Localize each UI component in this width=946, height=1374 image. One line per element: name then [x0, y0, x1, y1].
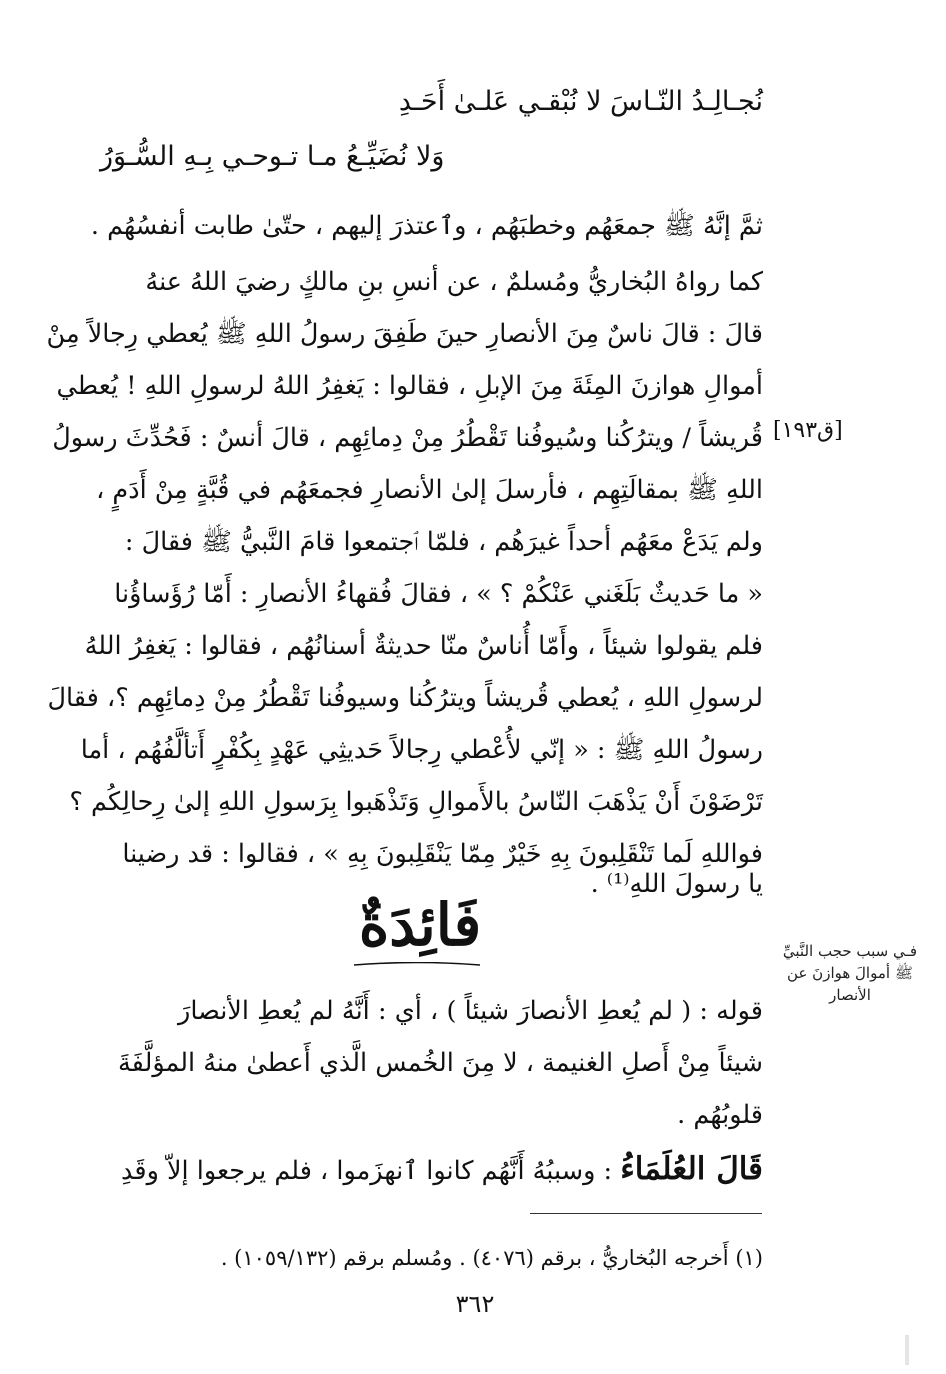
paragraph-2-line-10: رسولُ اللهِ ﷺ : « إنّي لأُعْطي رِجالاً حَديثِي عَهْدٍ بِكُفْرٍ أَتألَّفُهُم ، أما — [80, 735, 763, 765]
paragraph-4-line-1 — [121, 1143, 763, 1197]
paragraph-2-line-6: ولم يَدَعْ معَهُم أحداً غيرَهُم ، فلمّا ٱجتمعوا قامَ النَّبيُّ ﷺ فقالَ : — [124, 527, 763, 557]
verse-line-1: نُجـالِـدُ النّـاسَ لا نُبْقـي عَلـىٰ أَحَـدِ — [398, 86, 763, 117]
paragraph-3-line-1: قوله : ( لم يُعطِ الأنصارَ شيئاً ) ، أي : أَنَّهُ لم يُعطِ الأنصارَ — [178, 996, 763, 1026]
paragraph-2-line-2: قالَ : قالَ ناسٌ مِنَ الأنصارِ حينَ طَفِقَ رسولُ اللهِ ﷺ يُعطي رِجالاً مِنْ — [46, 319, 763, 349]
paragraph-2-line-13: يا رسولَ اللهِ⁽¹⁾ . — [590, 869, 763, 899]
paragraph-2-line-7: « ما حَديثٌ بَلَغَني عَنْكُمْ ؟ » ، فقالَ فُقهاءُ الأنصارِ : أَمّا رُؤَساؤُنا — [114, 579, 763, 609]
paragraph-2-line-1: كما رواهُ البُخاريُّ ومُسلمٌ ، عن أنسِ بنِ مالكٍ رضيَ اللهُ عنهُ — [145, 267, 763, 297]
manuscript-folio-reference: [ق١٩٣] — [773, 418, 843, 443]
paragraph-3-line-3: قلوبُهُم . — [677, 1100, 763, 1130]
paragraph-3-line-2: شيئاً مِنْ أَصلِ الغنيمة ، لا مِنَ الخُمس الَّذي أَعطىٰ منهُ المؤلَّفَةَ — [118, 1048, 763, 1078]
scan-edge-mark — [905, 1335, 909, 1365]
scholars-label: قَالَ العُلَمَاءُ — [620, 1151, 763, 1187]
page-number: ٣٦٢ — [455, 1290, 495, 1318]
paragraph-2-line-5: اللهِ ﷺ بمقالَتِهِم ، فأرسلَ إلىٰ الأنصارِ فجمعَهُم في قُبَّةٍ مِنْ أَدَمٍ ، — [96, 475, 763, 505]
paragraph-1-line: ثمَّ إنَّهُ ﷺ جمعَهُم وخطبَهُم ، وٱعتذرَ إليهم ، حتّىٰ طابت أنفسُهُم . — [90, 211, 763, 241]
margin-side-note: فـي سبب حجب النَّبيِّ ﷺ أموالَ هوازنَ عن الأنصار — [782, 942, 918, 1004]
paragraph-2-line-12: فواللهِ لَما تَنْقَلِبونَ بِهِ خَيْرٌ مِمّا يَنْقَلِبونَ بِهِ » ، فقالوا : قد رضينا — [122, 839, 763, 869]
footnote: (١) أَخرجه البُخاريُّ ، برقم (٤٠٧٦) . ومُسلم برقم (١٠٥٩/١٣٢) . — [220, 1246, 763, 1270]
heading-ornament-icon — [352, 962, 482, 968]
paragraph-2-line-3: أموالِ هوازنَ المِئَةَ مِنَ الإبلِ ، فقالوا : يَغفِرُ اللهُ لرسولِ اللهِ ! يُعطي — [56, 371, 763, 401]
paragraph-2-line-9: لرسولِ اللهِ ، يُعطي قُريشاً ويترُكُنا وسيوفُنا تَقْطُرُ مِنْ دِمائِهِم ؟، فقالَ — [47, 683, 763, 713]
paragraph-2-line-8: فلم يقولوا شيئاً ، وأَمّا أُناسٌ منّا حديثةٌ أسنانُهُم ، فقالوا : يَغفِرُ اللهُ — [84, 631, 763, 661]
paragraph-2-line-4: قُريشاً / ويترُكُنا وسُيوفُنا تَقْطُرُ مِنْ دِمائِهِم ، قالَ أنسٌ : فَحُدِّثَ رسولُ — [52, 423, 763, 453]
footnote-separator — [530, 1213, 762, 1214]
section-heading: فَائِدَةٌ — [358, 891, 482, 959]
paragraph-4-text: : وسببُهُ أَنَّهُم كانوا ٱنهزَموا ، فلم يرجعوا إلاّ وقَدِ — [121, 1156, 621, 1186]
paragraph-2-line-11: تَرْضَوْنَ أَنْ يَذْهَبَ النّاسُ بالأَموالِ وَتَذْهَبوا بِرَسولِ اللهِ إلىٰ رِحالِكُم ؟ — [69, 787, 763, 817]
verse-line-2: وَلا نُضَيِّـعُ مـا تـوحـي بِـهِ السُّـوَرُ — [100, 141, 445, 172]
